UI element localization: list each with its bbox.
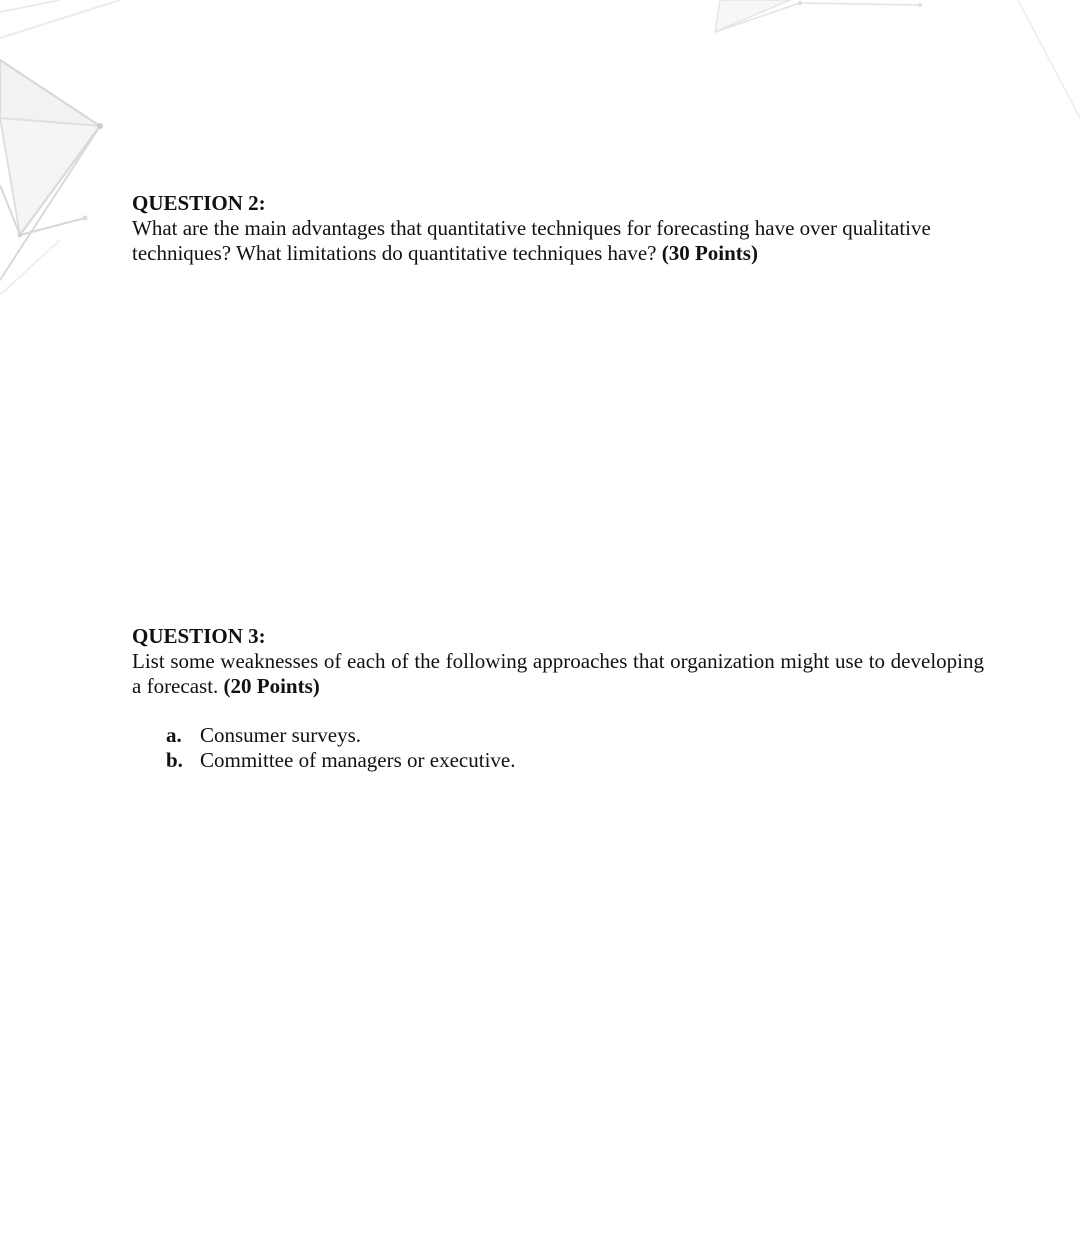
option-a-letter: a. — [166, 723, 182, 747]
question-2 — [132, 191, 984, 266]
option-b — [166, 748, 984, 773]
question-3-points: (20 Points) — [223, 674, 320, 698]
question-2-heading: QUESTION 2: — [132, 191, 266, 215]
question-3-body: List some weaknesses of each of the following approaches that organization might use to developing a forecast. — [132, 649, 984, 698]
option-b-text: Committee of managers or executive. — [200, 748, 516, 772]
option-a-text: Consumer surveys. — [200, 723, 361, 747]
option-b-letter: b. — [166, 748, 183, 772]
question-3-heading: QUESTION 3: — [132, 624, 266, 648]
top-left-polygon-decor — [0, 0, 120, 295]
top-right-polygon-decor — [715, 0, 1080, 118]
question-3 — [132, 624, 984, 773]
option-a — [166, 723, 984, 748]
question-3-options — [132, 723, 984, 773]
question-2-body: What are the main advantages that quantitative techniques for forecasting have over qualitative techniques? What limitations do quantitative techniques have? — [132, 216, 931, 265]
question-3-text — [132, 649, 984, 699]
question-2-points: (30 Points) — [661, 241, 758, 265]
question-2-text — [132, 216, 984, 266]
